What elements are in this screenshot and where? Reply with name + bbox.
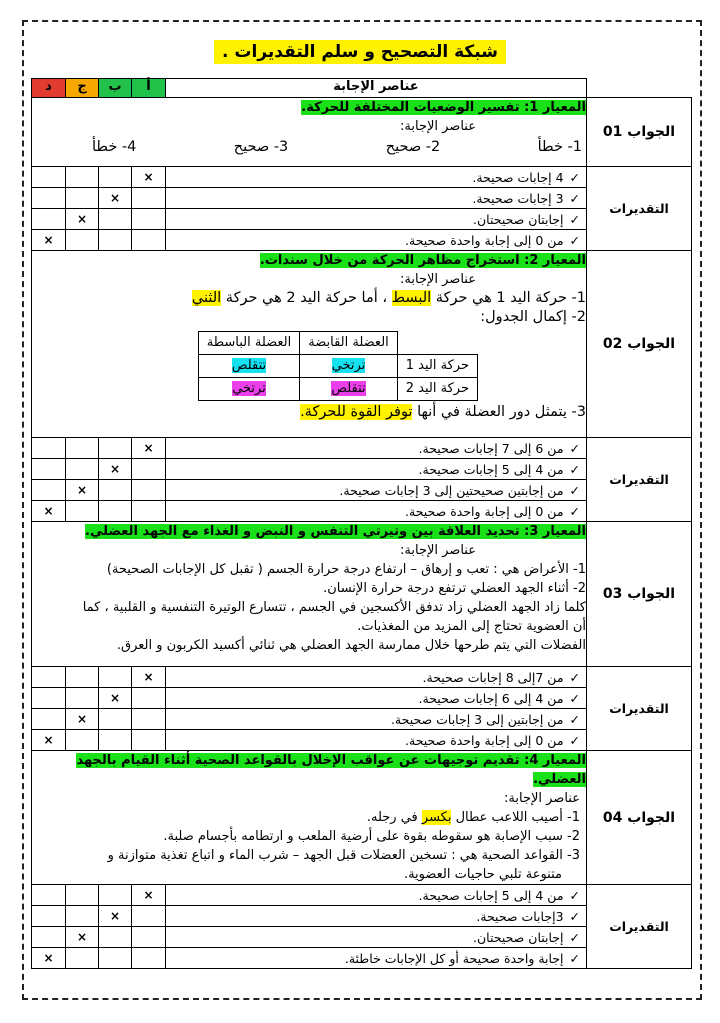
- q1-rubric-3: ✓إجابتان صحيحتان.: [166, 209, 587, 230]
- muscle-table-r1c1: ترتخي: [331, 358, 366, 373]
- q1-rubric-1: ✓4 إجابات صحيحة.: [166, 167, 587, 188]
- q1-answer-3: 3- صحيح: [233, 139, 289, 155]
- q3-line-2: 2- أثناء الجهد العضلي ترتفع درجة حرارة الإنسان.: [323, 581, 586, 596]
- q2-line-1: 1- حركة اليد 1 هي حركة البسط ، أما حركة اليد 2 هي حركة الثني: [191, 290, 586, 306]
- q2-scoring-label: التقديرات: [587, 438, 692, 522]
- q3-line-1: 1- الأعراض هي : تعب و إرهاق – ارتفاع درجة حرارة الجسم ( تقبل كل الإجابات الصحيحة): [106, 562, 586, 577]
- muscle-table-r2c1: تتقلص: [331, 381, 366, 396]
- muscle-table: [198, 331, 478, 401]
- q4-mark-c: ×: [66, 927, 99, 948]
- q2-mark-a: ×: [132, 438, 166, 459]
- q1-answer-1: 1- خطأ: [537, 139, 582, 155]
- q1-answers: [32, 136, 586, 157]
- q3-scoring-label: التقديرات: [587, 667, 692, 751]
- q4-label: الجواب 04: [587, 751, 692, 885]
- q3-mark-d: ×: [32, 730, 66, 751]
- muscle-table-r1: حركة اليد 1: [397, 355, 477, 378]
- q1-elements-title: عناصر الإجابة:: [400, 119, 476, 134]
- q2-mark-b: ×: [99, 459, 132, 480]
- q4-rubric-1: ✓من 4 إلى 5 إجابات صحيحة.: [166, 885, 587, 906]
- q3-criterion: المعيار 3: تحديد العلاقة بين وتيرتي التنفس و النبض و الغذاء مع الجهد العضلي.: [85, 524, 586, 539]
- q2-rubric-2: ✓من 4 إلى 5 إجابات صحيحة.: [166, 459, 587, 480]
- q3-rubric-3: ✓من إجابتين إلى 3 إجابات صحيحة.: [166, 709, 587, 730]
- q3-line-4: أن العضوية تحتاج إلى المزيد من المغذيات.: [357, 619, 586, 634]
- q3-answer: [32, 522, 587, 667]
- q3-rubric-2: ✓من 4 إلى 6 إجابات صحيحة.: [166, 688, 587, 709]
- answer-elements-header: عناصر الإجابة: [166, 79, 587, 98]
- q2-elements-title: عناصر الإجابة:: [400, 272, 476, 287]
- q4-scoring-label: التقديرات: [587, 885, 692, 969]
- q2-rubric-4: ✓من 0 إلى إجابة واحدة صحيحة.: [166, 501, 587, 522]
- q2-rubric-1: ✓من 6 إلى 7 إجابات صحيحة.: [166, 438, 587, 459]
- q1-mark-c: ×: [66, 209, 99, 230]
- grade-a-header: أ: [132, 79, 166, 98]
- muscle-table-r1c2: تتقلص: [231, 358, 267, 373]
- grade-c-header: ج: [66, 79, 99, 98]
- q2-criterion: المعيار 2: استخراج مظاهر الحركة من خلال سندات.: [259, 253, 586, 268]
- q2-line-2: 2- إكمال الجدول:: [480, 309, 586, 325]
- page-title: شبكة التصحيح و سلم التقديرات .: [0, 42, 720, 62]
- muscle-table-r2: حركة اليد 2: [397, 378, 477, 401]
- q4-rubric-4: ✓إجابة واحدة صحيحة أو كل الإجابات خاطئة.: [166, 948, 587, 969]
- muscle-table-h2: العضلة الباسطة: [198, 332, 300, 355]
- q3-label: الجواب 03: [587, 522, 692, 667]
- q1-answer-4: 4- خطأ: [92, 139, 137, 155]
- q4-rubric-3: ✓إجابتان صحيحتان.: [166, 927, 587, 948]
- q4-mark-a: ×: [132, 885, 166, 906]
- q1-rubric-4: ✓من 0 إلى إجابة واحدة صحيحة.: [166, 230, 587, 251]
- q4-rubric-2: ✓3إجابات صحيحة.: [166, 906, 587, 927]
- q1-mark-a: ×: [132, 167, 166, 188]
- q4-answer: [32, 751, 587, 885]
- grading-table: [31, 78, 692, 969]
- q2-answer: [32, 251, 587, 438]
- q4-line-3: 3- القواعد الصحية هي : تسخين العضلات قبل الجهد – شرب الماء و اتباع تغذية متوازنة و: [107, 848, 580, 863]
- q1-criterion: المعيار 1: تفسير الوضعيات المختلفة للحركة.: [301, 100, 586, 115]
- muscle-table-h1: العضلة القابضة: [300, 332, 398, 355]
- q1-answer-2: 2- صحيح: [385, 139, 441, 155]
- q3-line-3: كلما زاد الجهد العضلي زاد تدفق الأكسجين في الجسم ، تتسارع الوتيرة التنفسية و القلبية ، كما: [82, 600, 586, 615]
- q4-line-2: 2- سبب الإصابة هو سقوطه بقوة على أرضية الملعب و ارتطامه بأجسام صلبة.: [163, 829, 580, 844]
- q1-rubric-2: ✓3 إجابات صحيحة.: [166, 188, 587, 209]
- q4-line-1: 1- أصيب اللاعب عطال بكسر في رجله.: [366, 810, 580, 825]
- grade-d-header: د: [32, 79, 66, 98]
- q1-mark-b: ×: [99, 188, 132, 209]
- q4-criterion: المعيار 4: تقديم توجيهات عن عواقب الإخلال بالقواعد الصحية أثناء القيام بالجهد العضلي.: [76, 753, 586, 787]
- q1-mark-d: ×: [32, 230, 66, 251]
- grade-b-header: ب: [99, 79, 132, 98]
- q1-answer: [32, 98, 587, 167]
- q3-line-5: الفضلات التي يتم طرحها خلال ممارسة الجهد العضلي هي ثنائي أكسيد الكربون و العرق.: [116, 638, 586, 653]
- q2-mark-c: ×: [66, 480, 99, 501]
- q4-mark-b: ×: [99, 906, 132, 927]
- q3-rubric-1: ✓من 7إلى 8 إجابات صحيحة.: [166, 667, 587, 688]
- q4-mark-d: ×: [32, 948, 66, 969]
- q4-elements-title: عناصر الإجابة:: [504, 791, 580, 806]
- q2-label: الجواب 02: [587, 251, 692, 438]
- q2-rubric-3: ✓من إجابتين صحيحتين إلى 3 إجابات صحيحة.: [166, 480, 587, 501]
- q1-scoring-label: التقديرات: [587, 167, 692, 251]
- q4-line-4: متنوعة تلبي حاجيات العضوية.: [403, 867, 562, 882]
- q3-elements-title: عناصر الإجابة:: [400, 543, 476, 558]
- muscle-table-r2c2: ترتخي: [232, 381, 266, 396]
- q3-rubric-4: ✓من 0 إلى إجابة واحدة صحيحة.: [166, 730, 587, 751]
- q3-mark-a: ×: [132, 667, 166, 688]
- q1-label: الجواب 01: [587, 98, 692, 167]
- q3-mark-b: ×: [99, 688, 132, 709]
- q2-mark-d: ×: [32, 501, 66, 522]
- q3-mark-c: ×: [66, 709, 99, 730]
- q2-line-3: 3- يتمثل دور العضلة في أنها توفر القوة للحركة.: [300, 404, 586, 420]
